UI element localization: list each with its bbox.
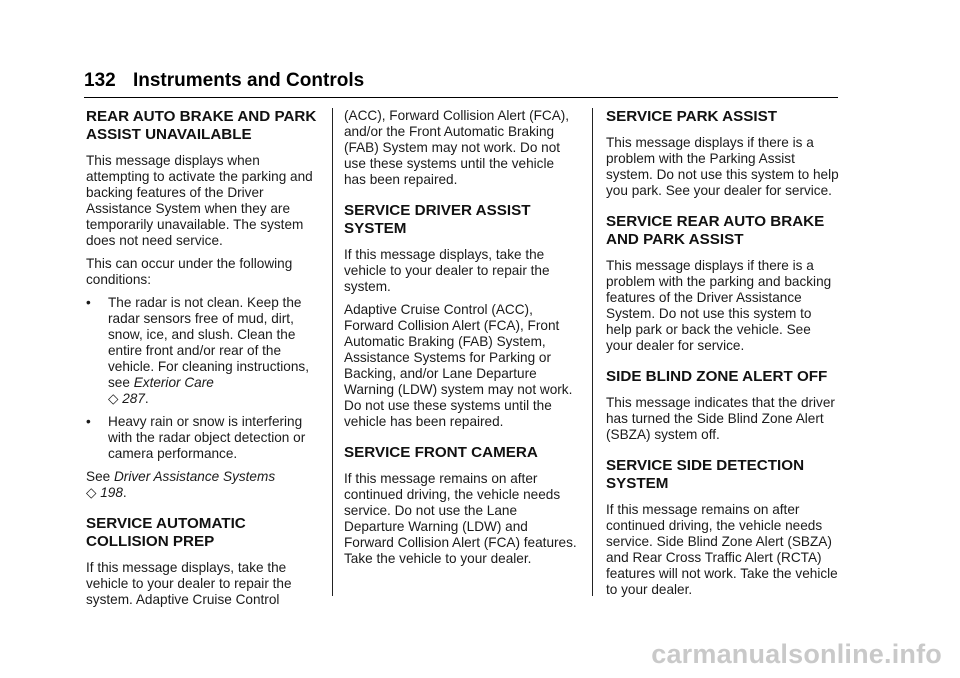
heading-service-side-detection-system: SERVICE SIDE DETECTION SYSTEM: [606, 457, 805, 492]
heading-service-rear-auto-brake: SERVICE REAR AUTO BRAKE AND PARK ASSIST: [606, 213, 825, 248]
list-item: [86, 295, 320, 407]
list-item-text: The radar is not clean. Keep the radar sensors free of mud, dirt, snow, ice, and slush. Clean the entire front and/or rear of the vehicle. For cleaning instructions, see Exterior Care ◇ 287.: [108, 295, 309, 406]
heading-rear-auto-brake-unavailable: REAR AUTO BRAKE AND PARK ASSIST UNAVAILABLE: [86, 108, 317, 143]
bullet-glyph: •: [86, 414, 91, 429]
page-reference[interactable]: ◇ 198: [86, 485, 123, 500]
paragraph: This message displays if there is a problem with the Parking Assist system. Do not use this system to help you park. See your dealer for service.: [606, 135, 839, 198]
watermark: carmanualsonline.info: [651, 639, 942, 669]
column-divider-left: [332, 108, 333, 596]
page-number: 132: [84, 70, 116, 91]
column-3: [606, 108, 840, 605]
column-1: [86, 108, 320, 615]
paragraph: If this message remains on after continued driving, the vehicle needs service. Side Blind Zone Alert (SBZA) and Rear Cross Traffic Alert (RCTA) features will not work. Take the vehicle to your dealer.: [606, 502, 838, 597]
column-divider-right: [592, 108, 593, 596]
paragraph: This message indicates that the driver has turned the Side Blind Zone Alert (SBZA) system off.: [606, 395, 835, 442]
page-header: [84, 70, 838, 98]
heading-service-park-assist: SERVICE PARK ASSIST: [606, 108, 778, 125]
paragraph: If this message remains on after continued driving, the vehicle needs service. Do not use the Lane Departure Warning (LDW) and Forward Collision Alert (FCA) features. Take the vehicle to your dealer.: [344, 471, 577, 566]
paragraph: Adaptive Cruise Control (ACC), Forward Collision Alert (FCA), Front Automatic Braking (FAB) System, Assistance Systems for Parking or Backing, and/or Lane Departure Warning (LDW) system may not work. Do not use these systems until the vehicle has been repaired.: [344, 302, 573, 429]
bullet-glyph: •: [86, 295, 91, 310]
paragraph: If this message displays, take the vehicle to your dealer to repair the system. Adaptive Cruise Control: [86, 560, 292, 607]
paragraph: This can occur under the following conditions:: [86, 256, 293, 287]
paragraph: This message displays if there is a problem with the parking and backing features of the Driver Assistance System. Do not use this system to help park or back the vehicle. See your dealer for service.: [606, 258, 832, 353]
list-item-text: Heavy rain or snow is interfering with the radar object detection or camera performance.: [108, 414, 306, 461]
paragraph: (ACC), Forward Collision Alert (FCA), and/or the Front Automatic Braking (FAB) System may not work. Do not use these systems until the vehicle has been repaired.: [344, 108, 570, 187]
heading-service-automatic-collision-prep: SERVICE AUTOMATIC COLLISION PREP: [86, 515, 246, 550]
paragraph: This message displays when attempting to activate the parking and backing features of the Driver Assistance System when they are temporarily unavailable. The system does not need service.: [86, 153, 313, 248]
list-item: [86, 414, 320, 462]
section-title: Instruments and Controls: [132, 70, 365, 91]
heading-service-driver-assist-system: SERVICE DRIVER ASSIST SYSTEM: [344, 202, 531, 237]
column-2: [344, 108, 578, 574]
page-reference[interactable]: ◇ 287: [108, 391, 145, 406]
paragraph: If this message displays, take the vehicle to your dealer to repair the system.: [344, 247, 550, 294]
link-exterior-care[interactable]: Exterior Care: [133, 375, 214, 390]
link-driver-assistance-systems[interactable]: Driver Assistance Systems: [113, 469, 276, 484]
heading-service-front-camera: SERVICE FRONT CAMERA: [344, 444, 538, 461]
heading-side-blind-zone-alert-off: SIDE BLIND ZONE ALERT OFF: [606, 368, 828, 385]
see-also: See Driver Assistance Systems ◇ 198.: [86, 469, 276, 500]
